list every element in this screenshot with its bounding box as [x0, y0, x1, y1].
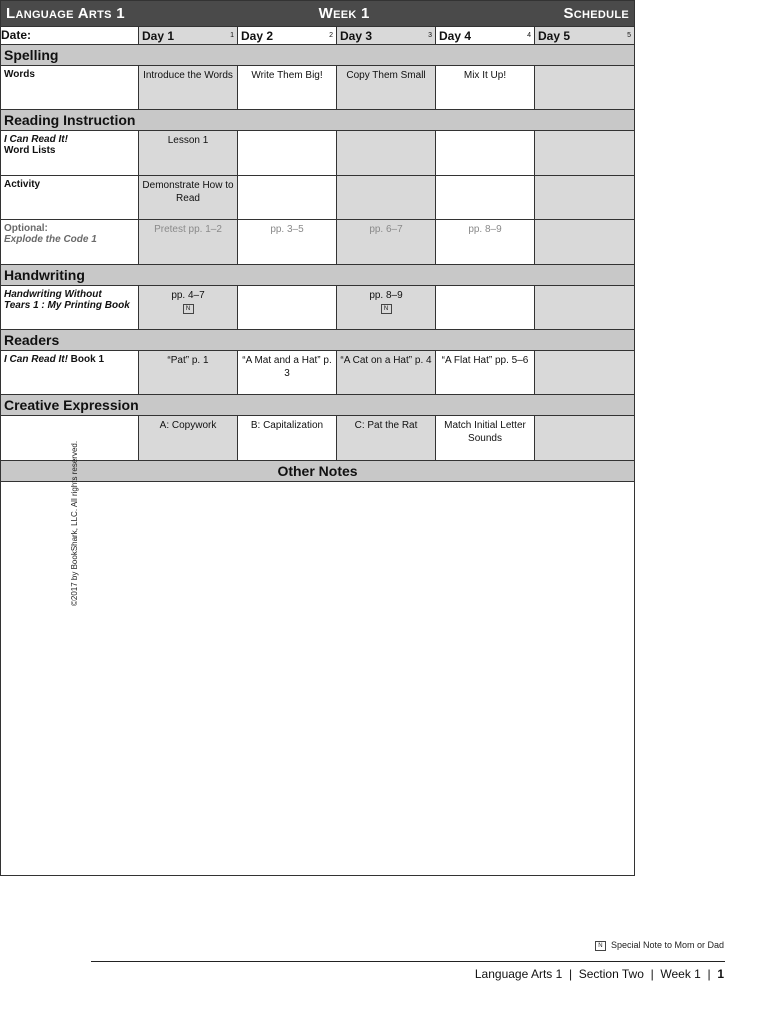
row-word-lists — [1, 131, 635, 176]
legend — [595, 939, 724, 951]
special-note-icon: N — [183, 304, 194, 314]
page-footer — [475, 967, 724, 981]
cell-day-4 — [436, 286, 535, 330]
page-number: 1 — [717, 967, 724, 981]
row-label: Words — [1, 66, 139, 110]
day-2-header: Day 2 2 — [238, 27, 337, 45]
cell-day-3: C: Pat the Rat — [337, 416, 436, 461]
cell-day-1: Introduce the Words — [139, 66, 238, 110]
row-optional-explode-the-code — [1, 220, 635, 265]
cell-day-5 — [535, 66, 635, 110]
legend-text: Special Note to Mom or Dad — [610, 940, 724, 950]
cell-day-5 — [535, 416, 635, 461]
row-handwriting-book — [1, 286, 635, 330]
cell-day-1: A: Copywork — [139, 416, 238, 461]
section-creative-expression: Creative Expression — [1, 395, 635, 416]
day-5-header: Day 5 5 — [535, 27, 635, 45]
cell-day-5 — [535, 286, 635, 330]
cell-day-3: Copy Them Small — [337, 66, 436, 110]
cell-day-2: pp. 3–5 — [238, 220, 337, 265]
schedule-title: Schedule — [563, 5, 630, 22]
cell-day-2: “A Mat and a Hat” p. 3 — [238, 351, 337, 395]
footer-course: Language Arts 1 — [474, 967, 563, 981]
course-title: Language Arts 1 — [6, 5, 125, 22]
row-label: Optional: Explode the Code 1 — [1, 220, 139, 265]
cell-day-4: “A Flat Hat” pp. 5–6 — [436, 351, 535, 395]
cell-day-1: Demonstrate How to Read — [139, 176, 238, 220]
cell-day-4: Mix It Up! — [436, 66, 535, 110]
cell-day-2 — [238, 131, 337, 176]
row-creative-expression — [1, 416, 635, 461]
cell-day-3: pp. 8–9 N — [337, 286, 436, 330]
cell-day-2 — [238, 286, 337, 330]
other-notes-header: Other Notes — [1, 461, 635, 482]
row-activity — [1, 176, 635, 220]
cell-day-4 — [436, 131, 535, 176]
day-3-header: Day 3 3 — [337, 27, 436, 45]
section-readers: Readers — [1, 330, 635, 351]
row-label: I Can Read It! Word Lists — [1, 131, 139, 176]
footer-divider — [91, 961, 725, 962]
row-label: Activity — [1, 176, 139, 220]
cell-day-3: “A Cat on a Hat” p. 4 — [337, 351, 436, 395]
row-spelling-words — [1, 66, 635, 110]
day-4-header: Day 4 4 — [436, 27, 535, 45]
special-note-icon: N — [381, 304, 392, 314]
other-notes-area — [1, 482, 635, 876]
special-note-icon: N — [595, 941, 606, 951]
cell-day-3 — [337, 131, 436, 176]
date-label: Date: — [1, 27, 139, 45]
cell-day-2: Write Them Big! — [238, 66, 337, 110]
cell-day-5 — [535, 351, 635, 395]
cell-day-3 — [337, 176, 436, 220]
week-title: Week 1 — [318, 5, 370, 22]
cell-day-1: “Pat” p. 1 — [139, 351, 238, 395]
cell-day-1: pp. 4–7 N — [139, 286, 238, 330]
title-row — [1, 1, 635, 27]
cell-day-2 — [238, 176, 337, 220]
day-1-header: Day 1 1 — [139, 27, 238, 45]
title-bar — [1, 1, 634, 26]
cell-day-1: Pretest pp. 1–2 — [139, 220, 238, 265]
row-label: I Can Read It! Book 1 — [1, 351, 139, 395]
cell-day-5 — [535, 131, 635, 176]
cell-day-1: Lesson 1 — [139, 131, 238, 176]
footer-separator: | — [707, 967, 711, 981]
cell-day-5 — [535, 220, 635, 265]
footer-week: Week 1 — [660, 967, 701, 981]
section-handwriting: Handwriting — [1, 265, 635, 286]
footer-separator: | — [568, 967, 573, 981]
row-readers-book-1 — [1, 351, 635, 395]
copyright-notice: ©2017 by BookShark, LLC. All rights reserved. — [70, 440, 79, 606]
cell-day-4: Match Initial Letter Sounds — [436, 416, 535, 461]
cell-day-4 — [436, 176, 535, 220]
footer-separator: | — [650, 967, 654, 981]
date-row — [1, 27, 635, 45]
cell-day-5 — [535, 176, 635, 220]
cell-day-3: pp. 6–7 — [337, 220, 436, 265]
cell-day-4: pp. 8–9 — [436, 220, 535, 265]
footer-section: Section Two — [578, 967, 644, 981]
row-label: Handwriting Without Tears 1 : My Printing Book — [1, 286, 139, 330]
section-spelling: Spelling — [1, 45, 635, 66]
section-reading-instruction: Reading Instruction — [1, 110, 635, 131]
cell-day-2: B: Capitalization — [238, 416, 337, 461]
